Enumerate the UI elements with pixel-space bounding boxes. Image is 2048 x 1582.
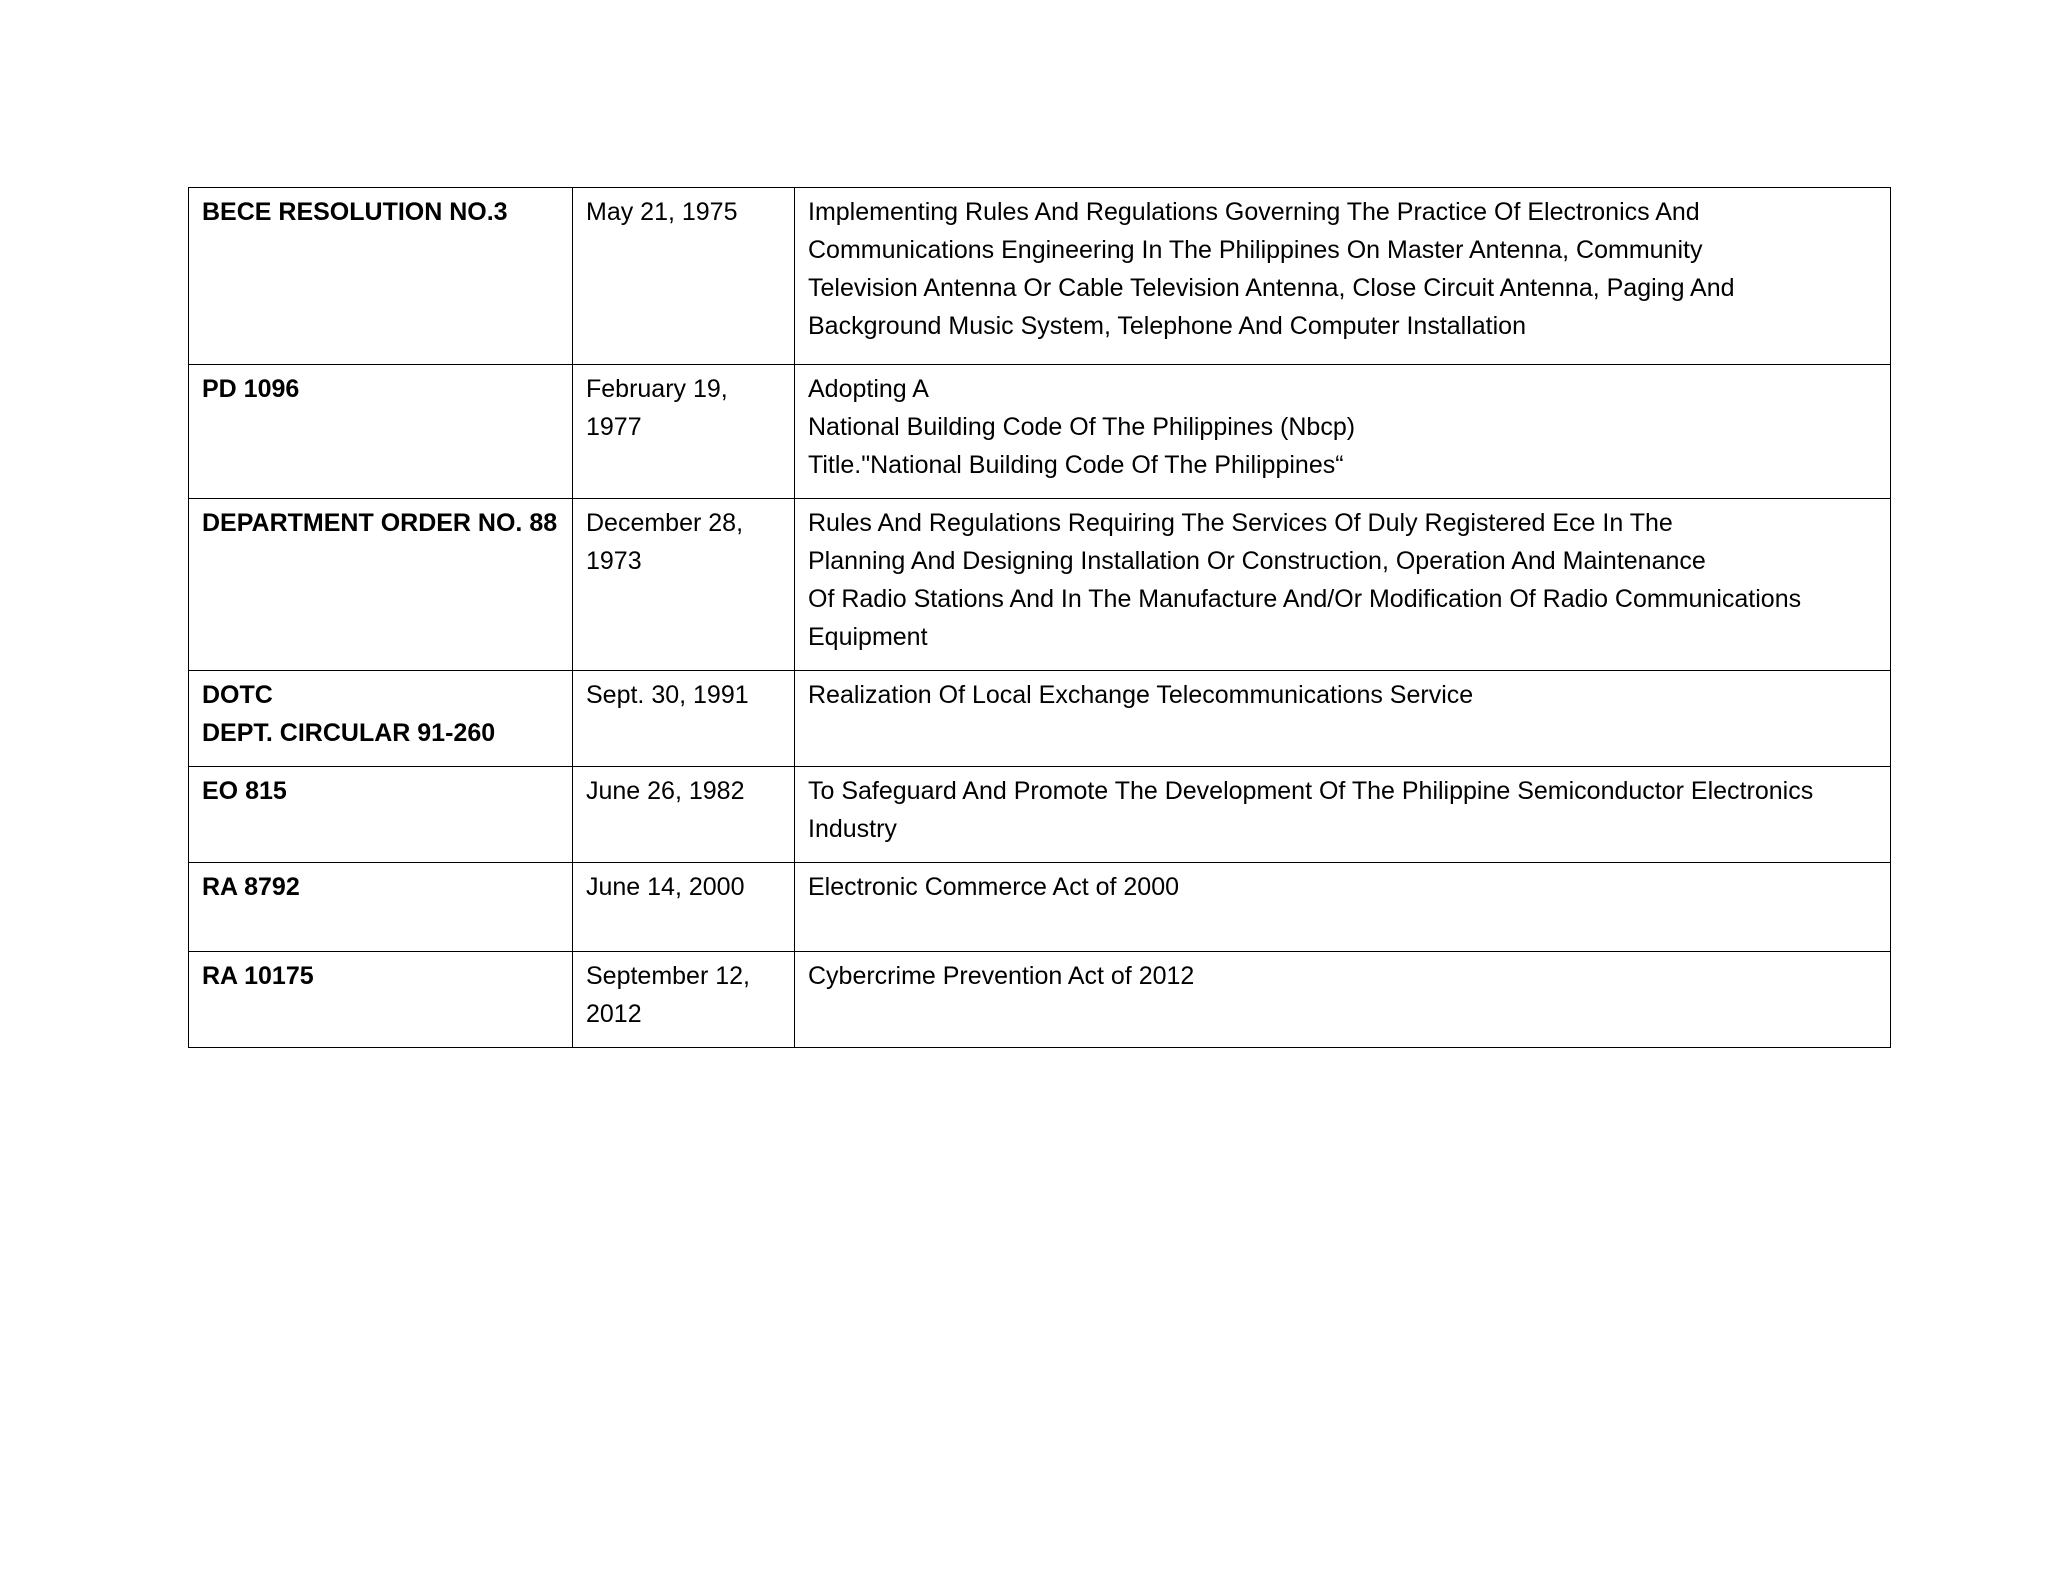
date-text: June 14, 2000: [586, 873, 745, 901]
table-row: [189, 499, 1891, 671]
date-cell: [573, 188, 795, 365]
law-id-cell: [189, 499, 573, 671]
law-id-cell: [189, 188, 573, 365]
date-text: September 12,: [586, 962, 750, 990]
date-cell: [573, 767, 795, 863]
table-row: [189, 767, 1891, 863]
law-id-cell: [189, 671, 573, 767]
table-row: [189, 952, 1891, 1048]
table-row: [189, 863, 1891, 952]
law-id-text: BECE RESOLUTION NO.3: [202, 198, 508, 226]
title-text: Cybercrime Prevention Act of 2012: [808, 962, 1195, 990]
law-id-text: DEPARTMENT ORDER NO. 88: [202, 509, 558, 537]
date-text: June 26, 1982: [586, 777, 745, 805]
title-cell: [795, 952, 1891, 1048]
law-id-text: PD 1096: [202, 375, 300, 403]
laws-table: [188, 187, 1891, 1048]
table-row: [189, 671, 1891, 767]
title-text: Planning And Designing Installation Or Construction, Operation And Maintenance: [808, 547, 1706, 575]
title-text: Implementing Rules And Regulations Governing The Practice Of Electronics And: [808, 198, 1700, 226]
title-cell: [795, 188, 1891, 365]
law-id-cell: [189, 952, 573, 1048]
law-id-text: DOTC: [202, 681, 273, 709]
date-text: 1977: [586, 413, 642, 441]
date-cell: [573, 863, 795, 952]
title-text: Industry: [808, 815, 897, 843]
date-text: Sept. 30, 1991: [586, 681, 749, 709]
law-id-cell: [189, 863, 573, 952]
date-cell: [573, 952, 795, 1048]
title-text: Of Radio Stations And In The Manufacture And/Or Modification Of Radio Communications: [808, 585, 1802, 613]
date-cell: [573, 365, 795, 499]
title-cell: [795, 671, 1891, 767]
title-text: Realization Of Local Exchange Telecommunications Service: [808, 681, 1474, 709]
date-cell: [573, 499, 795, 671]
title-text: To Safeguard And Promote The Development Of The Philippine Semiconductor Electronics: [808, 777, 1814, 805]
law-id-text: RA 8792: [202, 873, 300, 901]
law-id-text: EO 815: [202, 777, 287, 805]
date-text: February 19,: [586, 375, 728, 403]
table-row: [189, 188, 1891, 365]
title-text: Communications Engineering In The Philippines On Master Antenna, Community: [808, 236, 1703, 264]
title-text: Rules And Regulations Requiring The Services Of Duly Registered Ece In The: [808, 509, 1673, 537]
title-text: Equipment: [808, 623, 928, 651]
title-cell: [795, 365, 1891, 499]
title-cell: [795, 767, 1891, 863]
law-id-cell: [189, 767, 573, 863]
table-row: [189, 365, 1891, 499]
law-id-text: RA 10175: [202, 962, 314, 990]
title-text: Television Antenna Or Cable Television Antenna, Close Circuit Antenna, Paging And: [808, 274, 1735, 302]
date-text: 1973: [586, 547, 642, 575]
title-cell: [795, 863, 1891, 952]
title-text: Background Music System, Telephone And Computer Installation: [808, 312, 1526, 340]
title-text: National Building Code Of The Philippines (Nbcp): [808, 413, 1356, 441]
date-text: May 21, 1975: [586, 198, 738, 226]
law-id-text: DEPT. CIRCULAR 91-260: [202, 719, 496, 747]
date-text: December 28,: [586, 509, 744, 537]
date-cell: [573, 671, 795, 767]
title-text: Title."National Building Code Of The Philippines“: [808, 451, 1344, 479]
title-cell: [795, 499, 1891, 671]
title-text: Adopting A: [808, 375, 929, 403]
date-text: 2012: [586, 1000, 642, 1028]
title-text: Electronic Commerce Act of 2000: [808, 873, 1179, 901]
law-id-cell: [189, 365, 573, 499]
